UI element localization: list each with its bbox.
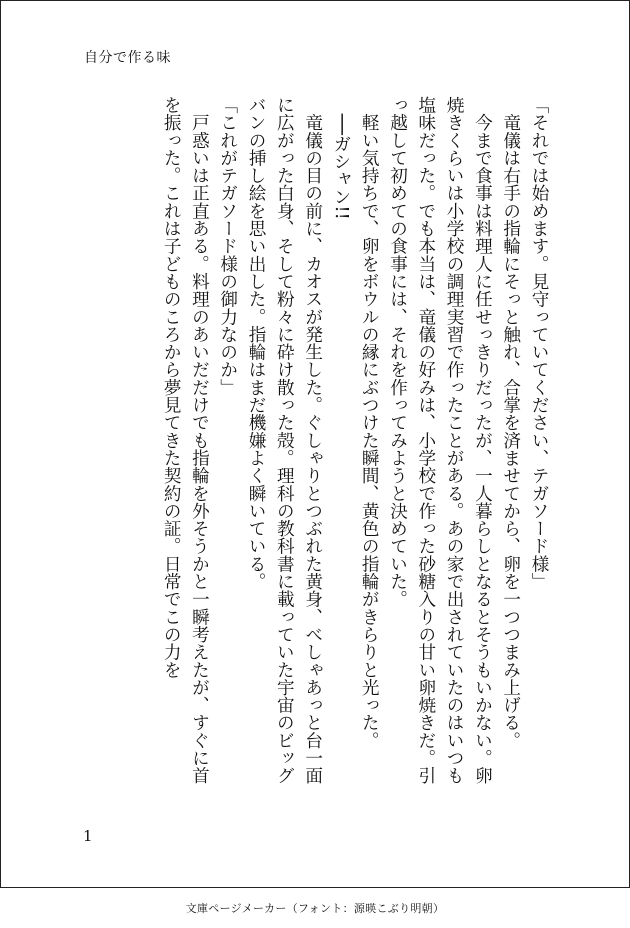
running-title: 自分で作る味 — [84, 50, 171, 66]
paragraph-8: 戸惑いは正直ある。料理のあいだだけでも指輪を外そうかと一瞬考えたが、すぐに首を振った。これは子どものころから夢見てきた契約の証。日常でこの力を — [161, 96, 210, 785]
body-text — [75, 96, 553, 801]
paragraph-6: 竜儀の目の前に、カオスが発生した。ぐしゃりとつぶれた黄身、べしゃあっと台一面に広がった白身、そして粉々に砕け散った殻。理科の教科書に載っていた宇宙のビッグバンの挿し絵を思い出した。指輪はまだ機嫌よく瞬いている。 — [246, 96, 323, 785]
paragraph-7: 「これがテガソード様の御力なのか」 — [217, 96, 238, 397]
paragraph-2: 竜儀は右手の指輪にそっと触れ、合掌を済ませてから、卵を一つつまみ上げる。 — [500, 96, 521, 750]
footer-credit: 文庫ページメーカー（フォント：源暎こぶり明朝） — [185, 902, 445, 915]
paragraph-5: ──ガシャン!! — [330, 96, 351, 220]
paragraph-4: 軽い気持ちで、卵をボウルの縁にぶつけた瞬間、黄色の指輪がきらりと光った。 — [359, 96, 380, 750]
paragraph-3: 今まで食事は料理人に任せっきりだったが、一人暮らしとなるとそうもいかない。卵焼きくらいは小学校の調理実習で作ったことがある。あの家で出されていたのはいつも塩味だった。でも本当は、竜儀の好みは、小学校で作った砂糖入りの甘い卵焼きだ。引っ越して初めての食事には、それを作ってみようと決めていた。 — [387, 96, 493, 785]
page-number: 1 — [83, 827, 93, 845]
paragraph-1: 「それでは始めます。見守っていてください、テガソード様」 — [529, 96, 549, 591]
